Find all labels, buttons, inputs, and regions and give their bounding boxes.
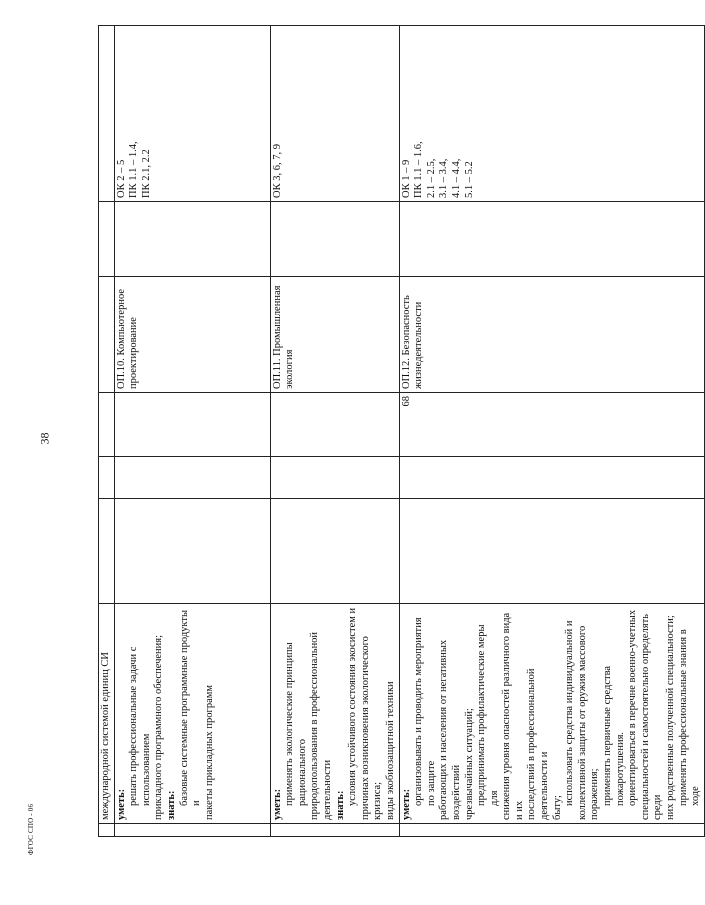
- section-keyword: уметь:: [400, 788, 412, 820]
- section-keyword: знать:: [334, 790, 346, 820]
- table-cell-discipline: ОП.12. Безопасность жизнедеятельности: [399, 277, 704, 393]
- content-line: условия устойчивого состояния экосистем и: [347, 607, 359, 806]
- table-cell-content: [399, 604, 704, 824]
- content-line: специальностей и самостоятельно определять среди: [639, 614, 664, 820]
- content-line: чрезвычайных ситуаций;: [463, 708, 475, 820]
- content-line: работающих и населения от негативных воздействий: [438, 639, 462, 820]
- section-keyword: уметь:: [271, 788, 283, 820]
- table-cell: [114, 499, 270, 604]
- table-cell-hours: [270, 393, 399, 457]
- footer-standard-code: ФГОС СПО - 06: [27, 803, 35, 855]
- content-line: пакеты прикладных программ: [203, 684, 215, 820]
- table-cell-competencies: ОК 3, 6, 7, 9: [270, 26, 399, 202]
- table-cell: [399, 824, 704, 837]
- table-cell: [270, 824, 399, 837]
- table-cell-competencies: ОК 1 – 9 ПК 1.1 – 1.6, 2.1 – 2.5, 3.1 – 3.4, 4.1 – 4.4, 5.1 – 5.2: [399, 26, 704, 202]
- table-row: [399, 26, 704, 837]
- table-cell-content: [114, 604, 270, 824]
- content-line: коллективной защиты от оружия массового: [576, 625, 588, 820]
- content-line: решать профессиональные задачи с использованием: [128, 646, 152, 806]
- landscape-table-frame: [98, 26, 702, 837]
- table-cell-hours: 68: [399, 393, 704, 457]
- table-cell: [114, 824, 270, 837]
- table-cell-competencies: ОК 2 – 5 ПК 1.1 – 1.4, ПК 2.1, 2.2: [114, 26, 270, 202]
- content-line: применять экологические принципы рационального: [284, 642, 308, 806]
- table-cell: [99, 202, 115, 277]
- table-row: [114, 26, 270, 837]
- table-cell: [99, 26, 115, 202]
- content-line: причинах возникновения экологического кризиса;: [359, 636, 384, 820]
- table-cell: [99, 499, 115, 604]
- table-cell: [99, 457, 115, 499]
- content-line: природопользования в профессиональной: [309, 631, 321, 820]
- table-row: [270, 26, 399, 837]
- table-cell-discipline: ОП.11. Промышленная экология: [270, 277, 399, 393]
- content-line: предпринимать профилактические меры для: [476, 624, 500, 806]
- content-line: последствий в профессиональной деятельности и: [526, 668, 551, 820]
- table-cell-content: международной системой единиц СИ: [99, 604, 115, 824]
- content-line: виды экобиозащитной техники: [384, 681, 396, 820]
- content-line: использовать средства индивидуальной и: [564, 620, 576, 806]
- table-cell: [114, 202, 270, 277]
- table-cell: [99, 393, 115, 457]
- content-line: деятельности: [321, 759, 333, 820]
- content-line: прикладного программного обеспечения;: [153, 634, 165, 820]
- table-row-continuation: [99, 26, 115, 837]
- table-cell: [99, 277, 115, 393]
- table-cell-hours: [114, 393, 270, 457]
- table-cell: [99, 824, 115, 837]
- content-line: базовые системные программные продукты и: [178, 609, 203, 806]
- table-cell: [399, 457, 704, 499]
- content-line: быту;: [551, 795, 563, 820]
- content-line: применять профессиональные знания в ходе: [677, 629, 702, 806]
- content-line: организовывать и проводить мероприятия по защите: [413, 617, 437, 806]
- table-cell-discipline: ОП.10. Компьютерное проектирование: [114, 277, 270, 393]
- content-line: применять первичные средства пожаротушения.: [602, 665, 626, 806]
- content-line: них родственные полученной специальности;: [665, 615, 676, 820]
- content-line: поражения;: [589, 768, 601, 820]
- section-keyword: знать:: [165, 790, 177, 820]
- table-cell-content: [270, 604, 399, 824]
- curriculum-table: [98, 25, 705, 837]
- table-cell: [399, 499, 704, 604]
- content-line: снижения уровня опасностей различного вида и их: [501, 612, 525, 820]
- table-cell: [399, 202, 704, 277]
- section-keyword: уметь:: [115, 788, 127, 820]
- table-cell: [270, 499, 399, 604]
- table-cell: [114, 457, 270, 499]
- table-cell: [270, 457, 399, 499]
- content-line: ориентироваться в перечне военно-учетных: [627, 609, 639, 806]
- table-cell: [270, 202, 399, 277]
- page-number: 38: [37, 432, 52, 445]
